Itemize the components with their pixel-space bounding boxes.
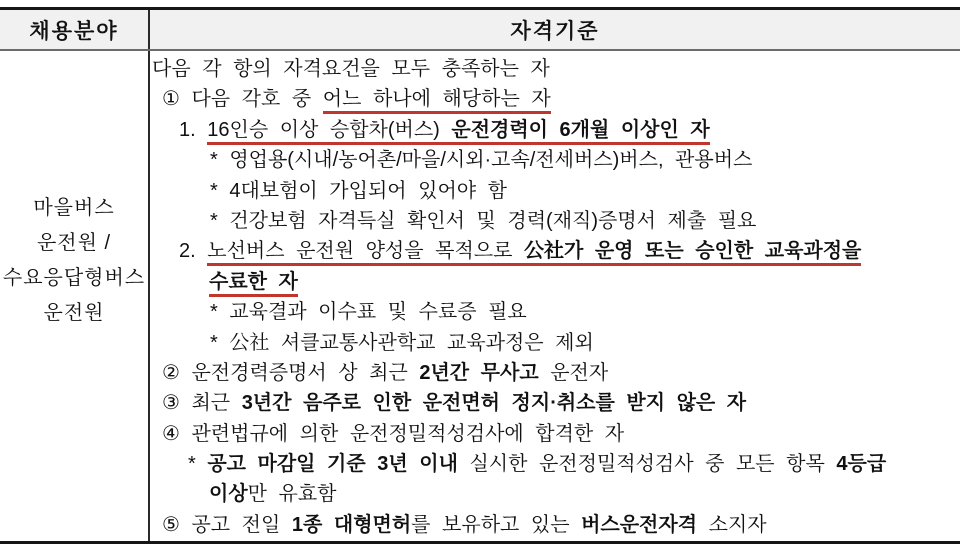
text-segment: 4등급 — [836, 453, 887, 476]
red-underlined-text: 16인승 이상 승합차(버스) — [207, 119, 451, 145]
text-segment: 공고 마감일 기준 3년 이내 — [207, 453, 458, 476]
text-segment: * 4대보험이 가입되어 있어야 함 — [210, 179, 507, 202]
red-underlined-text: 운전경력이 6개월 이상인 자 — [451, 119, 709, 145]
text-segment: 2. — [179, 240, 208, 263]
criteria-line — [152, 206, 960, 236]
text-segment: 운전자 — [538, 361, 609, 384]
text-segment: 실시한 운전정밀적성검사 중 모든 항목 — [457, 453, 837, 476]
text-segment: 다음 각 항의 자격요건을 모두 충족하는 자 — [152, 58, 550, 80]
text-segment: ① 다음 각호 중 — [162, 88, 323, 111]
text-segment: 2년간 무사고 — [419, 361, 539, 384]
criteria-line — [152, 236, 960, 266]
recruitment-field-line: 수요응답형버스 — [2, 267, 146, 289]
text-segment: ④ 관련법규에 의한 운전정밀적성검사에 합격한 자 — [162, 422, 625, 445]
text-segment: * 교육결과 이수표 및 수료증 필요 — [210, 301, 527, 324]
red-underlined-text: 어느 하나에 해당하는 자 — [323, 88, 551, 114]
criteria-line — [152, 328, 960, 358]
recruitment-field-line: 운전원 — [43, 302, 105, 324]
criteria-line — [152, 358, 960, 388]
criteria-line — [152, 479, 960, 509]
recruitment-field-line: 마을버스 — [33, 197, 115, 219]
criteria-line — [152, 510, 960, 540]
text-segment: ③ 최근 — [162, 392, 242, 415]
red-underlined-text: 수료한 자 — [209, 271, 298, 297]
criteria-line — [152, 267, 960, 297]
criteria-line — [152, 84, 960, 114]
red-underlined-text: 公社가 운영 또는 승인한 교육과정을 — [524, 240, 861, 266]
text-segment: ⑤ 공고 전일 — [162, 513, 292, 536]
text-segment: 를 보유하고 있는 — [411, 513, 582, 536]
text-segment: 이상 — [209, 483, 248, 506]
criteria-line — [152, 419, 960, 449]
text-segment: 소지자 — [697, 513, 767, 536]
text-segment: * 公社 셔클교통사관학교 교육과정은 제외 — [210, 331, 594, 354]
table-header-row — [0, 10, 960, 51]
recruitment-field-line: 운전원 / — [36, 232, 112, 254]
criteria-line — [152, 388, 960, 418]
text-segment: 버스운전자격 — [581, 513, 698, 536]
table-body-row — [0, 51, 960, 541]
criteria-line — [152, 176, 960, 206]
text-segment: 만 유효함 — [247, 483, 337, 506]
text-segment: 1종 대형면허 — [291, 513, 412, 536]
text-segment: * 건강보험 자격득실 확인서 및 경력(재직)증명서 제출 필요 — [210, 209, 757, 232]
text-segment: 1. — [179, 118, 208, 141]
criteria-line — [152, 449, 960, 479]
text-segment: 3년간 음주로 인한 운전면허 정지·취소를 받지 않은 자 — [241, 392, 747, 415]
criteria-line — [152, 54, 960, 84]
criteria-line — [152, 145, 960, 175]
header-recruitment-field: 채용분야 — [0, 10, 150, 49]
text-segment: * — [188, 453, 208, 476]
text-segment: ② 운전경력증명서 상 최근 — [162, 361, 420, 384]
header-qualification-criteria: 자격기준 — [510, 19, 600, 43]
criteria-line — [152, 115, 960, 145]
recruitment-field-cell — [0, 51, 150, 541]
red-underlined-text: 노선버스 운전원 양성을 목적으로 — [207, 240, 524, 266]
text-segment: * 영업용(시내/농어촌/마을/시외·고속/전세버스)버스, 관용버스 — [210, 149, 753, 172]
criteria-cell — [150, 51, 960, 541]
criteria-line — [152, 297, 960, 327]
criteria-table — [0, 7, 960, 544]
